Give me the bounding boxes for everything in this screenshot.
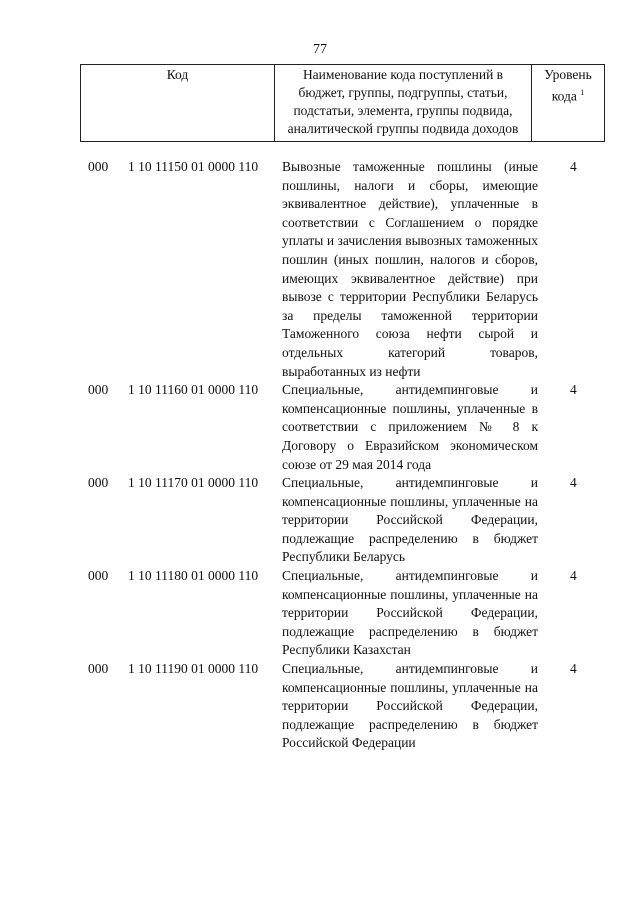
code-level: 4 — [570, 568, 577, 584]
code-level: 4 — [570, 475, 577, 491]
code-level: 4 — [570, 382, 577, 398]
header-name: Наименование кода поступлений в бюджет, группы, подгруппы, статьи, подстатьи, элемента, группы подвида, аналитической группы подвида доходов — [275, 65, 532, 142]
income-name: Специальные, антидемпинговые и компенсационные пошлины, уплаченные на территории Российской Федерации, подлежащие распределению в бюджет Республики Казахстан — [282, 568, 538, 658]
income-code: 1 10 11180 01 0000 110 — [128, 568, 259, 584]
table-header — [80, 64, 605, 142]
code-level: 4 — [570, 159, 577, 174]
table-row — [80, 381, 640, 474]
admin-code: 000 — [88, 568, 109, 584]
income-code: 1 10 11190 01 0000 110 — [128, 661, 259, 677]
admin-code: 000 — [88, 159, 109, 174]
admin-code: 000 — [88, 382, 109, 398]
header-level-label: Уровень кода — [544, 67, 592, 104]
admin-code: 000 — [88, 661, 109, 677]
code-level: 4 — [570, 661, 577, 677]
income-name: Вывозные таможенные пошлины (иные пошлины, налоги и сборы, имеющие эквивалентное действие), уплаченные в соответствии с Соглашением о порядке уплаты и зачисления вывозных таможенных пошлин (иных пошлин, налогов и сборов, имеющих эквивалентное действие) при вывозе с территории Республики Беларусь за пределы таможенной территории Таможенного союза нефти сырой и отдельных категорий товаров, выработанных из нефти — [282, 159, 538, 379]
footnote-marker: 1 — [580, 88, 585, 97]
income-name: Специальные, антидемпинговые и компенсационные пошлины, уплаченные на территории Российской Федерации, подлежащие распределению в бюджет Республики Беларусь — [282, 475, 538, 565]
income-code: 1 10 11150 01 0000 110 — [128, 159, 259, 174]
table-row — [80, 660, 640, 753]
header-level — [532, 65, 605, 142]
table-row — [80, 158, 640, 381]
page-number: 77 — [313, 42, 327, 57]
table-row — [80, 474, 640, 567]
header-code: Код — [81, 65, 275, 142]
table-row — [80, 567, 640, 660]
table-body — [80, 158, 640, 753]
income-code: 1 10 11170 01 0000 110 — [128, 475, 259, 491]
income-name: Специальные, антидемпинговые и компенсационные пошлины, уплаченные в соответствии с приложением № 8 к Договору о Евразийском экономическом союзе от 29 мая 2014 года — [282, 382, 538, 472]
income-code: 1 10 11160 01 0000 110 — [128, 382, 259, 398]
income-name: Специальные, антидемпинговые и компенсационные пошлины, уплаченные на территории Российской Федерации, подлежащие распределению в бюджет Российской Федерации — [282, 661, 538, 751]
admin-code: 000 — [88, 475, 109, 491]
